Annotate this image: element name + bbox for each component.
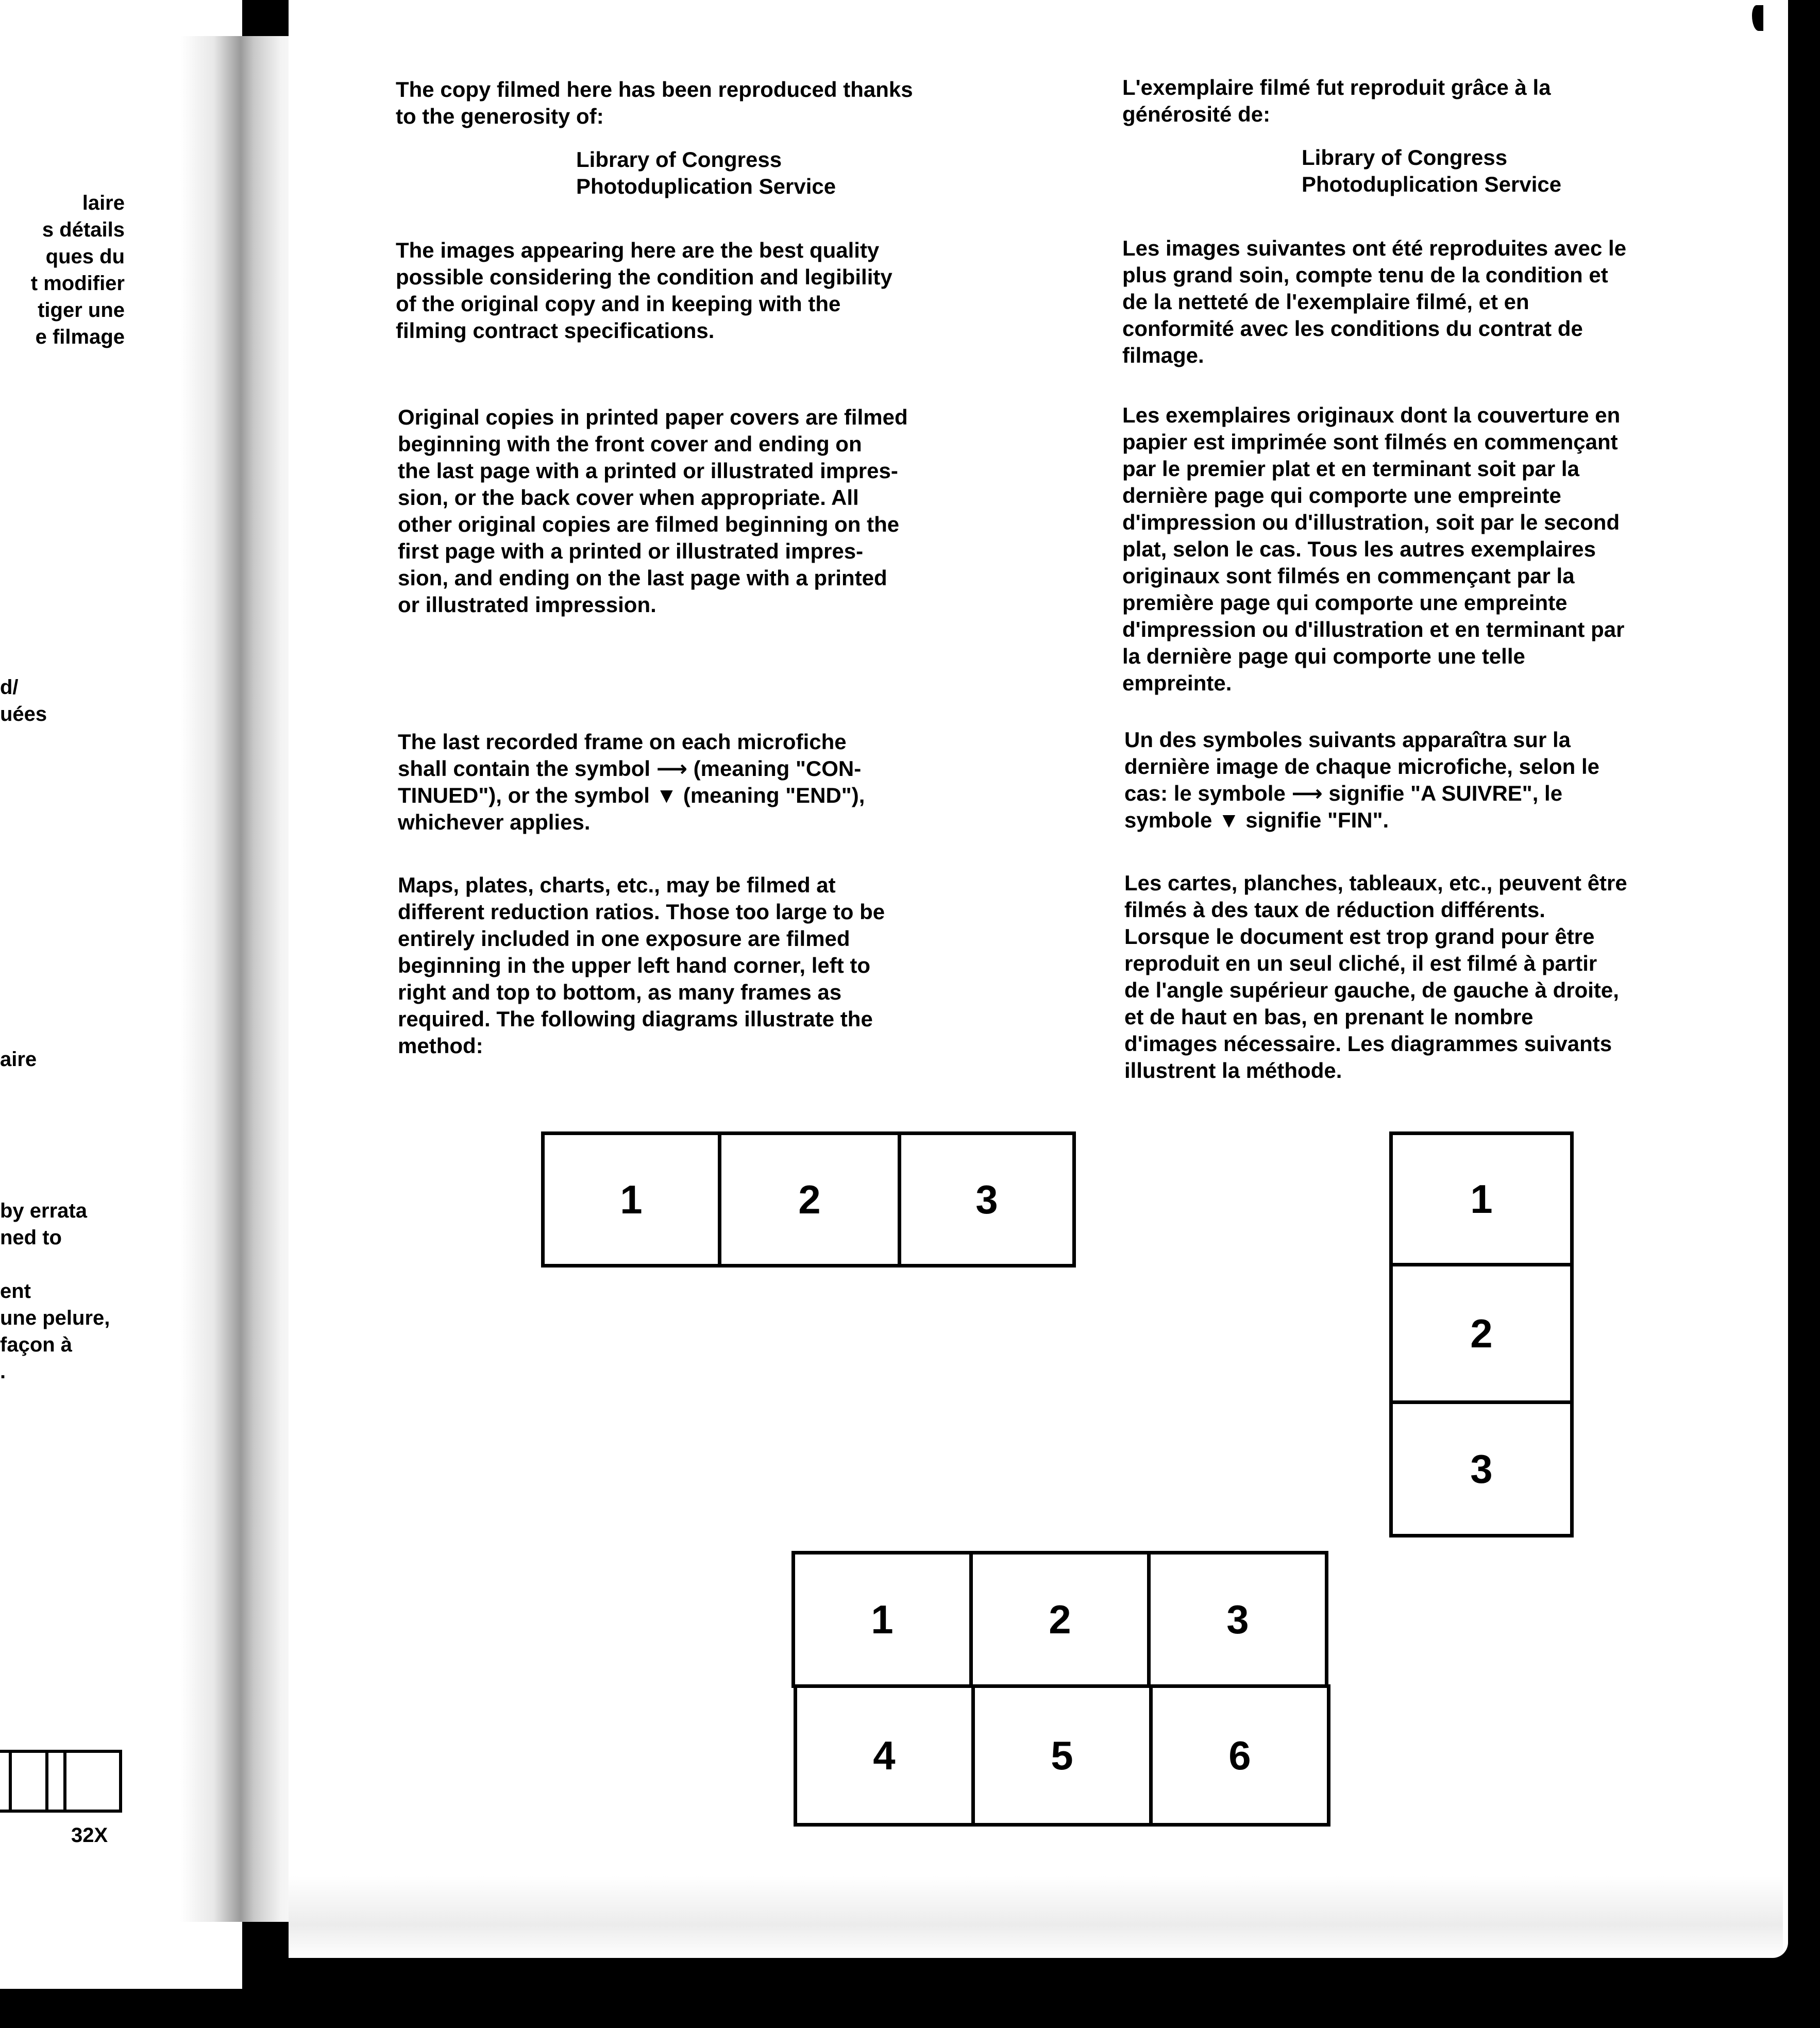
frame-cell: 5 bbox=[971, 1684, 1153, 1827]
english-institution-line2: Photoduplication Service bbox=[576, 174, 836, 198]
english-quality-paragraph: The images appearing here are the best quality possible considering the condition and legibility of the original copy and in keeping with the filming contract specifications. bbox=[396, 238, 892, 343]
french-institution-line2: Photoduplication Service bbox=[1302, 172, 1562, 196]
frame-cell: 4 bbox=[794, 1684, 975, 1827]
left-text-line: t modifier bbox=[30, 272, 125, 295]
scale-box bbox=[63, 1750, 122, 1813]
frame-cell: 2 bbox=[969, 1551, 1151, 1688]
left-text-line: façon à bbox=[0, 1333, 73, 1356]
frame-cell: 1 bbox=[541, 1131, 721, 1268]
frame-cell: 3 bbox=[898, 1131, 1076, 1268]
left-text-line: laire bbox=[82, 192, 125, 214]
left-text-line: ned to bbox=[0, 1226, 62, 1249]
left-text-line: une pelure, bbox=[0, 1307, 110, 1329]
english-maps-paragraph: Maps, plates, charts, etc., may be filmed at different reduction ratios. Those too large to be entirely included in one exposure are filmed beginning in the upper left hand corner, left to right and top to bottom, as many frames as required. The following diagrams illustrate the method: bbox=[398, 873, 885, 1058]
french-institution-line1: Library of Congress bbox=[1302, 145, 1508, 170]
french-symbols-paragraph: Un des symboles suivants apparaîtra sur la dernière image de chaque microfiche, selon le cas: le symbole ⟶ signifie "A SUIVRE", le symbole ▼ signifie "FIN". bbox=[1124, 728, 1599, 832]
scale-box bbox=[9, 1750, 66, 1813]
french-quality-paragraph: Les images suivantes ont été reproduites avec le plus grand soin, compte tenu de la condition et de la netteté de l'exemplaire filmé, et en conformité avec les conditions du contrat de filmage. bbox=[1122, 236, 1627, 367]
frame-cell: 3 bbox=[1147, 1551, 1328, 1688]
left-text-line: s détails bbox=[42, 218, 125, 241]
left-text-line: tiger une bbox=[38, 299, 125, 322]
left-text-line: ques du bbox=[45, 245, 125, 268]
left-text-line: e filmage bbox=[35, 326, 125, 348]
left-text-line: uées bbox=[0, 703, 47, 725]
left-text-line: . bbox=[0, 1360, 6, 1383]
frame-cell: 1 bbox=[791, 1551, 973, 1688]
french-maps-paragraph: Les cartes, planches, tableaux, etc., peuvent être filmés à des taux de réduction différents. Lorsque le document est trop grand pour être reproduit en un seul cliché, il est filmé à partir de l'angle supérieur gauche, de gauche à droite, et de haut en bas, en prenant le nombre d'images nécessaire. Les diagrammes suivants illustrent la méthode. bbox=[1124, 871, 1627, 1083]
frame-cell: 3 bbox=[1389, 1400, 1574, 1537]
english-originals-paragraph: Original copies in printed paper covers are filmed beginning with the front cover and ending on the last page with a printed or illustrated impres- sion, or the back cover when appropriate. All other original copies are filmed beginning on the first page with a printed or illustrated impres- sion, and ending on the last page with a printed or illustrated impression. bbox=[398, 405, 908, 617]
left-text-line: by errata bbox=[0, 1199, 87, 1222]
english-symbols-paragraph: The last recorded frame on each microfiche shall contain the symbol ⟶ (meaning "CON- TINUED"), or the symbol ▼ (meaning "END"), whichever applies. bbox=[398, 730, 865, 834]
page-bottom-shadow bbox=[289, 1875, 1783, 1958]
english-intro: The copy filmed here has been reproduced thanks to the generosity of: bbox=[396, 77, 913, 128]
reduction-label: 32X bbox=[71, 1824, 108, 1847]
frame-cell: 1 bbox=[1389, 1131, 1574, 1266]
english-institution-line1: Library of Congress bbox=[576, 147, 782, 172]
reduction-scale-boxes bbox=[0, 1750, 124, 1817]
frame-cell: 6 bbox=[1149, 1684, 1330, 1827]
frame-cell: 2 bbox=[718, 1131, 901, 1268]
left-text-line: ent bbox=[0, 1280, 31, 1303]
french-originals-paragraph: Les exemplaires originaux dont la couverture en papier est imprimée sont filmés en commençant par le premier plat et en terminant soit par la dernière page qui comporte une empreinte d'impression ou d'illustration, soit par le second plat, selon le cas. Tous les autres exemplaires originaux sont filmés en commençant par la première page qui comporte une empreinte d'impression ou d'illustration et en terminant par la dernière page qui comporte une telle empreinte. bbox=[1122, 403, 1625, 695]
frame-cell: 2 bbox=[1389, 1263, 1574, 1404]
left-text-line: d/ bbox=[0, 676, 19, 699]
left-text-line: aire bbox=[0, 1048, 37, 1071]
french-intro: L'exemplaire filmé fut reproduit grâce à la générosité de: bbox=[1122, 75, 1551, 126]
